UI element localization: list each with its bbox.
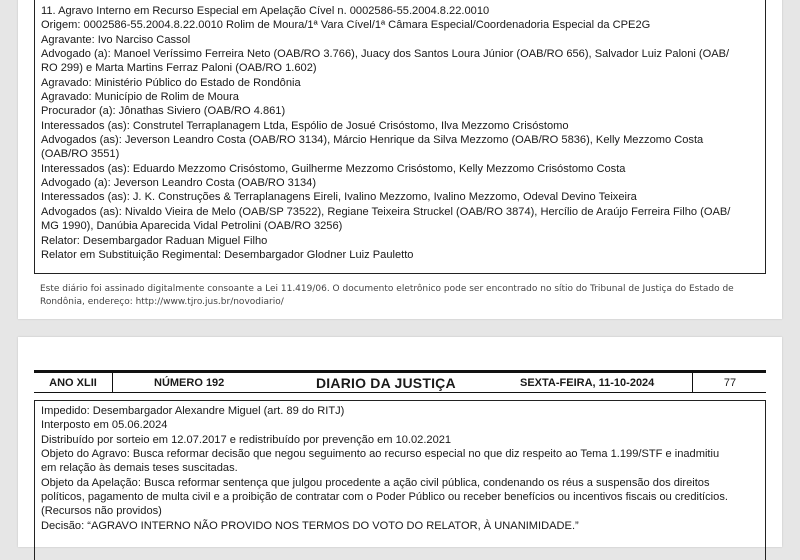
signature-note-line: Este diário foi assinado digitalmente consoante a Lei 11.419/06. O documento eletrônico pode ser encontrado no sítio do Tribunal de Justiça do Estado de bbox=[40, 284, 734, 294]
detail-line: (Recursos não providos) bbox=[41, 505, 162, 518]
diary-header-bar bbox=[34, 370, 766, 393]
issue-year: ANO XLII bbox=[34, 373, 113, 392]
case-line: Agravante: Ivo Narciso Cassol bbox=[41, 33, 191, 46]
detail-line: Objeto do Agravo: Busca reformar decisão que negou seguimento ao recurso especial no que diz respeito ao Tema 1.199/STF e inadmitiu bbox=[41, 448, 720, 461]
case-line: Advogado (a): Manoel Veríssimo Ferreira Neto (OAB/RO 3.766), Juacy dos Santos Loura Júnior (OAB/RO 656), Salvador Luiz Paloni (OAB/ bbox=[41, 48, 730, 61]
digital-signature-note bbox=[40, 283, 760, 308]
detail-line: em relação às demais teses suscitadas. bbox=[41, 462, 238, 475]
detail-line: Decisão: “AGRAVO INTERNO NÃO PROVIDO NOS TERMOS DO VOTO DO RELATOR, À UNANIMIDADE.” bbox=[41, 519, 579, 532]
detail-line: políticos, pagamento de multa civil e a proibição de contratar com o Poder Público ou receber benefícios ou incentivos fiscais ou creditícios. bbox=[41, 491, 728, 504]
case-line: Interessados (as): Construtel Terraplanagem Ltda, Espólio de Josué Crisóstomo, Ilva Mezzomo Crisóstomo bbox=[41, 119, 569, 132]
case-line: (OAB/RO 3551) bbox=[41, 148, 120, 161]
diary-page-top bbox=[18, 0, 782, 319]
case-line: MG 1990), Danúbia Aparecida Vidal Petrolini (OAB/RO 3256) bbox=[41, 220, 343, 233]
case-line: Procurador (a): Jônathas Siviero (OAB/RO 4.861) bbox=[41, 105, 286, 118]
detail-line: Interposto em 05.06.2024 bbox=[41, 419, 168, 432]
case-line: Advogado (a): Jeverson Leandro Costa (OAB/RO 3134) bbox=[41, 177, 317, 190]
case-line: Agravado: Ministério Público do Estado de Rondônia bbox=[41, 76, 301, 89]
detail-line: Distribuído por sorteio em 12.07.2017 e redistribuído por prevenção em 10.02.2021 bbox=[41, 433, 452, 446]
case-line: Advogados (as): Nivaldo Vieira de Melo (OAB/SP 73522), Regiane Teixeira Struckel (OAB/RO 3874), Hercílio de Araújo Ferreira Filho (OAB/ bbox=[41, 205, 731, 218]
case-line: Interessados (as): Eduardo Mezzomo Crisóstomo, Guilherme Mezzomo Crisóstomo, Kelly Mezzomo Crisóstomo Costa bbox=[41, 162, 626, 175]
detail-line: Impedido: Desembargador Alexandre Miguel (art. 89 do RITJ) bbox=[41, 405, 345, 417]
case-entry-box bbox=[34, 0, 766, 274]
case-line: Interessados (as): J. K. Construções & Terraplanagens Eireli, Ivalino Mezzomo, Ivalino Mezzomo, Odeval Devino Teixeira bbox=[41, 191, 637, 204]
case-line: Relator: Desembargador Raduan Miguel Filho bbox=[41, 234, 268, 247]
case-line: Relator em Substituição Regimental: Desembargador Glodner Luiz Pauletto bbox=[41, 248, 414, 261]
case-line: RO 299) e Marta Martins Ferraz Paloni (OAB/RO 1.602) bbox=[41, 62, 317, 75]
case-line: Origem: 0002586-55.2004.8.22.0010 Rolim de Moura/1ª Vara Cível/1ª Câmara Especial/Coordenadoria Especial da CPE2G bbox=[41, 19, 651, 32]
case-line: 11. Agravo Interno em Recurso Especial em Apelação Cível n. 0002586-55.2004.8.22.0010 bbox=[41, 5, 490, 17]
issue-date: SEXTA-FEIRA, 11-10-2024 bbox=[520, 376, 655, 389]
page-number: 77 bbox=[692, 373, 767, 392]
case-line: Agravado: Município de Rolim de Moura bbox=[41, 91, 239, 104]
case-line: Advogados (as): Jeverson Leandro Costa (OAB/RO 3134), Márcio Henrique da Silva Mezzomo (OAB/RO 5836), Kelly Mezzomo Costa bbox=[41, 134, 704, 147]
signature-note-line: Rondônia, endereço: http://www.tjro.jus.br/novodiario/ bbox=[40, 296, 284, 307]
case-detail-box bbox=[34, 400, 766, 560]
issue-number: NÚMERO 192 bbox=[154, 376, 225, 389]
diary-page-bottom bbox=[18, 337, 782, 547]
diary-title: DIARIO DA JUSTIÇA bbox=[316, 374, 456, 391]
detail-line: Objeto da Apelação: Busca reformar sentença que julgou procedente a ação civil pública, condenando os réus a suspensão dos direitos bbox=[41, 476, 710, 489]
